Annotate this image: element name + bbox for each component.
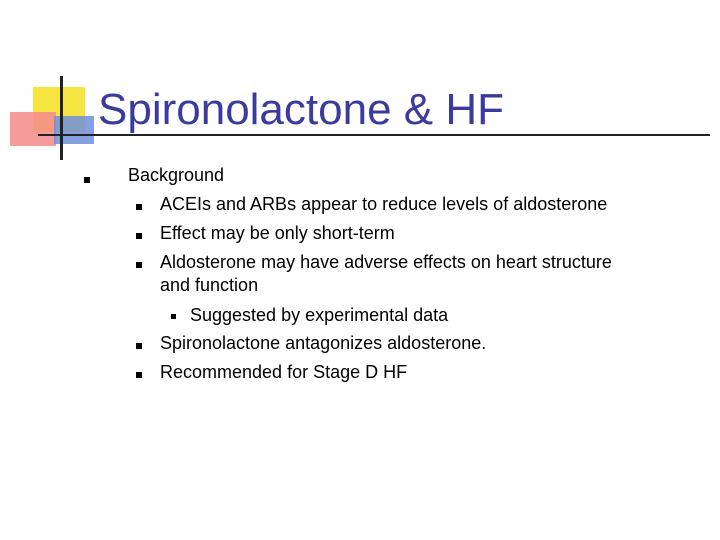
logo-vertical-line: [60, 76, 63, 160]
bullet-marker-icon: [171, 314, 176, 319]
bullet-spironolactone: Spironolactone antagonizes aldosterone.: [160, 333, 487, 353]
bullet-marker-icon: [136, 372, 142, 378]
bullet-aldosterone-effects: Aldosterone may have adverse effects on heart structure: [160, 252, 612, 272]
bullet-marker-icon: [136, 204, 142, 210]
bullet-marker-icon: [136, 233, 142, 239]
bullet-marker-icon: [136, 262, 142, 268]
bullet-marker-icon: [136, 343, 142, 349]
bullet-experimental-data: Suggested by experimental data: [190, 305, 449, 325]
logo-red-block: [10, 112, 56, 146]
bullet-short-term: Effect may be only short-term: [160, 223, 395, 243]
bullet-stage-d: Recommended for Stage D HF: [160, 362, 408, 382]
bullet-acei-arbs: ACEIs and ARBs appear to reduce levels of aldosterone: [160, 194, 608, 214]
slide-title: Spironolactone & HF: [98, 85, 504, 134]
bullet-aldosterone-effects-cont: and function: [160, 275, 259, 295]
bullet-background: Background: [128, 165, 225, 185]
bullet-marker-icon: [84, 177, 90, 183]
